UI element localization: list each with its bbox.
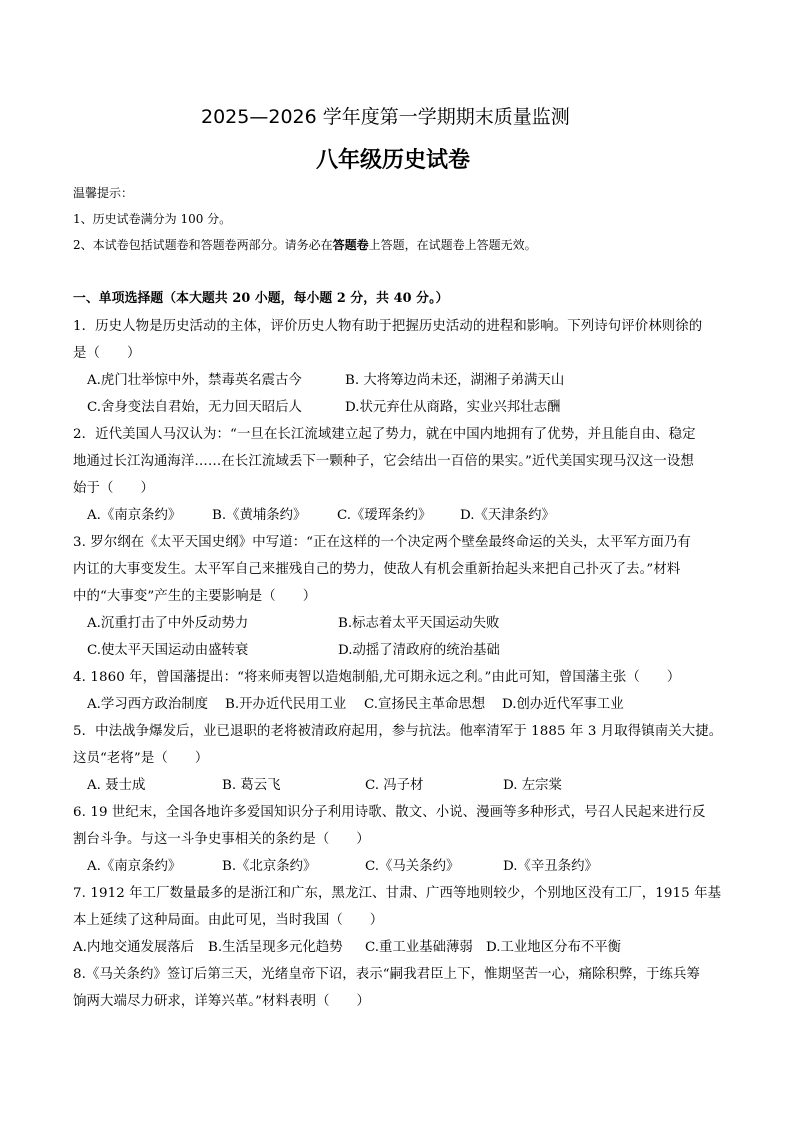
question-5-option-a: A. 聂士成 (87, 778, 146, 793)
question-3-option-a: A.沉重打击了中外反动势力 (87, 616, 249, 631)
question-1-option-d: D.状元弃仕从商路，实业兴邦壮志酬 (345, 400, 561, 415)
question-7-line-1: 7. 1912 年工厂数量最多的是浙江和广东，黑龙江、甘肃、广西等地则较少，个别地区没有工厂，1915 年基 (73, 886, 722, 901)
question-5-options-row (87, 779, 562, 792)
tips-line-2-emphasis: 答题卷 (332, 238, 369, 252)
question-4-line-1: 4. 1860 年，曾国藩提出：“将来师夷智以造炮制船,尤可期永远之利。”由此可知，曾国藩主张（ ） (73, 670, 681, 685)
question-3-line-1: 3. 罗尔纲在《太平天国史纲》中写道：“正在这样的一个决定两个壁垒最终命运的关头，太平军方面乃有 (73, 535, 691, 550)
question-4-option-d: D.创办近代军事工业 (502, 697, 624, 712)
question-3-option-c: C.使太平天国运动由盛转衰 (87, 643, 249, 658)
tips-line-2-end: 上答题，在试题卷上答题无效。 (368, 238, 537, 252)
question-6-option-c: C.《马关条约》 (365, 859, 460, 874)
question-2-option-c: C.《瑷珲条约》 (337, 508, 432, 523)
question-3-option-d: D.动摇了清政府的统治基础 (338, 643, 500, 658)
question-1-options-row-1 (87, 374, 564, 387)
question-4-options-row (87, 698, 624, 711)
question-2-line-3: 始于（ ） (73, 481, 154, 496)
question-8-line-2: 饷两大端尽力研求，详筹兴革。”材料表明（ ） (73, 994, 371, 1009)
question-1-option-a: A.虎门壮举惊中外，禁毒英名震古今 (87, 373, 302, 388)
question-1-option-c: C.舍身变法自君始，无力回天昭后人 (87, 400, 302, 415)
question-2-option-b: B.《黄埔条约》 (212, 508, 307, 523)
question-6-option-b: B.《北京条约》 (222, 859, 317, 874)
question-4-option-b: B.开办近代民用工业 (225, 697, 347, 712)
question-7-option-b: B.生活呈现多元化趋势 (208, 940, 343, 955)
tips-line-1: 1、历史试卷满分为 100 分。 (73, 212, 232, 226)
question-6-line-1: 6. 19 世纪末，全国各地许多爱国知识分子利用诗歌、散文、小说、漫画等多种形式，号召人民起来进行反 (73, 805, 706, 820)
question-2-options-row (87, 509, 555, 522)
question-1-line-2: 是（ ） (73, 346, 141, 361)
question-7-options-row (73, 941, 621, 954)
question-4-option-a: A.学习西方政治制度 (87, 697, 209, 712)
question-6-options-row (87, 860, 598, 873)
question-1-line-1: 1．历史人物是历史活动的主体，评价历史人物有助于把握历史活动的进程和影响。下列诗句评价林则徐的 (73, 319, 703, 334)
question-7-option-d: D.工业地区分布不平衡 (486, 940, 622, 955)
question-3-options-row-2 (87, 644, 500, 657)
question-6-line-2: 割台斗争。与这一斗争史事相关的条约是（ ） (73, 832, 370, 847)
question-1-option-b: B. 大将筹边尚未还，湖湘子弟满天山 (345, 373, 565, 388)
question-2-line-2: 地通过长江沟通海洋……在长江流域丢下一颗种子，它会结出一百倍的果实。”近代美国实现马汉这一设想 (73, 454, 694, 469)
question-2-line-1: 2．近代美国人马汉认为：“一旦在长江流域建立起了势力，就在中国内地拥有了优势，并且能自由、稳定 (73, 427, 696, 442)
tips-heading: 温馨提示： (73, 186, 134, 200)
question-2-option-d: D.《天津条约》 (460, 508, 555, 523)
question-7-line-2: 本上延续了这种局面。由此可见，当时我国（ ） (73, 913, 384, 928)
question-8-line-1: 8.《马关条约》签订后第三天，光绪皇帝下诏，表示“嗣我君臣上下，惟期坚苦一心，痛除积弊，于练兵筹 (73, 967, 700, 982)
section-1-heading: 一、单项选择题（本大题共 20 小题，每小题 2 分，共 40 分。） (73, 291, 449, 306)
question-4-option-c: C.宣扬民主革命思想 (364, 697, 486, 712)
question-3-line-2: 内讧的大事变发生。太平军自己来摧残自己的势力，使敌人有机会重新抬起头来把自己扑灭了去。”材料 (73, 562, 681, 577)
question-7-option-a: A.内地交通发展落后 (73, 940, 195, 955)
question-5-line-1: 5．中法战争爆发后，业已退职的老将被清政府起用，参与抗法。他率清军于 1885 年 3 月取得镇南关大捷。 (73, 724, 723, 739)
question-7-option-c: C.重工业基础薄弱 (365, 940, 473, 955)
tips-line-2 (73, 239, 537, 251)
question-2-option-a: A.《南京条约》 (87, 508, 182, 523)
tips-line-2-start: 2、本试卷包括试题卷和答题卷两部分。请务必在 (73, 238, 333, 252)
question-6-option-d: D.《辛丑条约》 (503, 859, 598, 874)
question-5-line-2: 这员“老将”是（ ） (73, 751, 209, 766)
question-5-option-b: B. 葛云飞 (222, 778, 281, 793)
question-3-options-row-1 (87, 617, 499, 630)
question-3-line-3: 中的“大事变”产生的主要影响是（ ） (73, 589, 317, 604)
question-5-option-d: D. 左宗棠 (503, 778, 562, 793)
exam-title: 八年级历史试卷 (316, 148, 471, 173)
question-1-options-row-2 (87, 401, 560, 414)
question-6-option-a: A.《南京条约》 (87, 859, 182, 874)
question-3-option-b: B.标志着太平天国运动失败 (338, 616, 500, 631)
exam-subtitle: 2025—2026 学年度第一学期期末质量监测 (201, 106, 570, 128)
question-5-option-c: C. 冯子材 (365, 778, 424, 793)
